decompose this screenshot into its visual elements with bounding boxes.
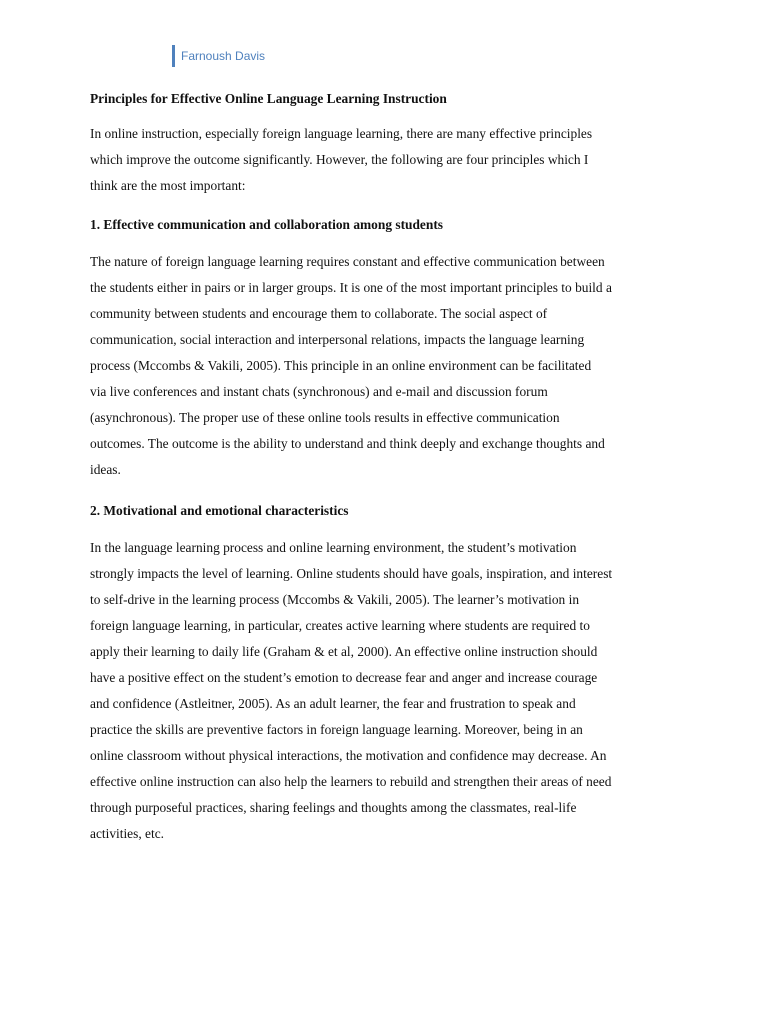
paragraph-line: practice the skills are preventive factors in foreign language learning. Moreover, being in an <box>90 722 583 737</box>
paragraph-line: process (Mccombs & Vakili, 2005). This principle in an online environment can be facilitated <box>90 358 592 373</box>
section-heading-1: 1. Effective communication and collaboration among students <box>90 217 443 232</box>
document-title: Principles for Effective Online Language Learning Instruction <box>90 91 447 106</box>
paragraph-line: online classroom without physical interactions, the motivation and confidence may decrease. An <box>90 748 607 763</box>
section-1-paragraph <box>90 249 690 483</box>
intro-paragraph <box>90 121 690 199</box>
intro-line: which improve the outcome significantly. However, the following are four principles which I <box>90 152 589 167</box>
paragraph-line: activities, etc. <box>90 826 164 841</box>
paragraph-line: and confidence (Astleitner, 2005). As an adult learner, the fear and frustration to speak and <box>90 696 576 711</box>
intro-line: In online instruction, especially foreign language learning, there are many effective principles <box>90 126 593 141</box>
paragraph-line: communication, social interaction and interpersonal relations, impacts the language learning <box>90 332 585 347</box>
page-header <box>172 45 265 67</box>
paragraph-line: foreign language learning, in particular, creates active learning where students are required to <box>90 618 590 633</box>
header-accent-bar <box>172 45 175 67</box>
intro-line: think are the most important: <box>90 178 246 193</box>
paragraph-line: to self-drive in the learning process (Mccombs & Vakili, 2005). The learner’s motivation in <box>90 592 580 607</box>
paragraph-line: via live conferences and instant chats (synchronous) and e-mail and discussion forum <box>90 384 548 399</box>
paragraph-line: the students either in pairs or in larger groups. It is one of the most important principles to build a <box>90 280 612 295</box>
paragraph-line: (asynchronous). The proper use of these online tools results in effective communication <box>90 410 560 425</box>
paragraph-line: outcomes. The outcome is the ability to understand and think deeply and exchange thoughts and <box>90 436 605 451</box>
paragraph-line: The nature of foreign language learning requires constant and effective communication between <box>90 254 605 269</box>
section-heading-2: 2. Motivational and emotional characteristics <box>90 503 349 518</box>
section-2-paragraph <box>90 535 690 847</box>
paragraph-line: In the language learning process and online learning environment, the student’s motivation <box>90 540 577 555</box>
paragraph-line: strongly impacts the level of learning. Online students should have goals, inspiration, and interest <box>90 566 613 581</box>
paragraph-line: have a positive effect on the student’s emotion to decrease fear and anger and increase courage <box>90 670 598 685</box>
paragraph-line: community between students and encourage them to collaborate. The social aspect of <box>90 306 548 321</box>
paragraph-line: apply their learning to daily life (Graham & et al, 2000). An effective online instruction should <box>90 644 598 659</box>
header-author: Farnoush Davis <box>181 49 266 63</box>
paragraph-line: through purposeful practices, sharing feelings and thoughts among the classmates, real-life <box>90 800 577 815</box>
paragraph-line: effective online instruction can also help the learners to rebuild and strengthen their areas of need <box>90 774 612 789</box>
document-body <box>90 88 690 847</box>
paragraph-line: ideas. <box>90 462 121 477</box>
